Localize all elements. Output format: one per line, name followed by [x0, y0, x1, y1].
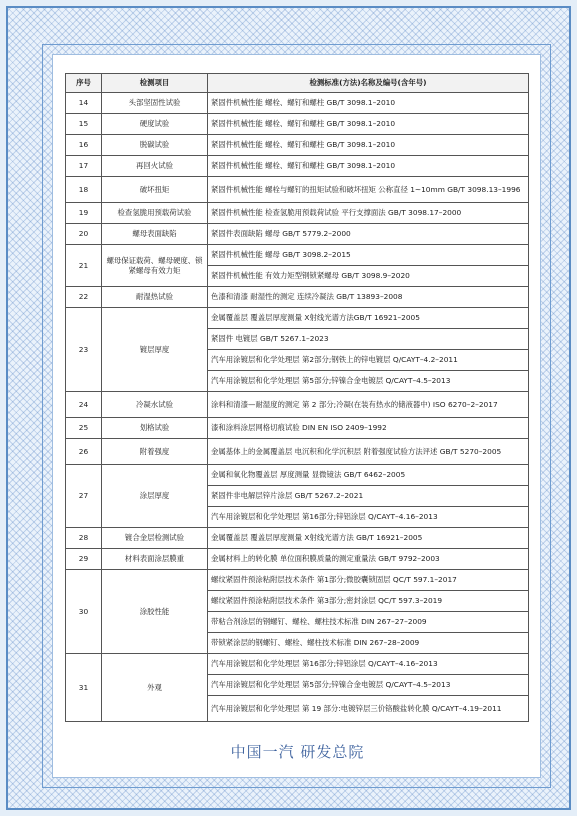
test-item: 外观 — [102, 654, 208, 722]
standard-entry: 汽车用涂镀层和化学处理层 第16部分;锌铝涂层 Q/CAYT–4.16–2013 — [208, 507, 529, 528]
standard-entry: 紧固件机械性能 有效力矩型钢锁紧螺母 GB/T 3098.9–2020 — [208, 266, 529, 287]
decorative-border-frame — [6, 6, 571, 810]
row-number: 20 — [66, 224, 102, 245]
table-row — [66, 308, 529, 329]
standard-entry: 汽车用涂镀层和化学处理层 第16部分;锌铝涂层 Q/CAYT–4.16–2013 — [208, 654, 529, 675]
test-item: 螺母保证载荷、螺母硬度、锁紧螺母有效力矩 — [102, 245, 208, 287]
test-item: 耐湿热试验 — [102, 287, 208, 308]
standard-entry: 紧固件机械性能 螺栓、螺钉和螺柱 GB/T 3098.1–2010 — [208, 93, 529, 114]
test-item: 划格试验 — [102, 418, 208, 439]
test-item: 再回火试验 — [102, 156, 208, 177]
table-row — [66, 93, 529, 114]
standard-entry: 紧固件机械性能 螺栓、螺钉和螺柱 GB/T 3098.1–2010 — [208, 135, 529, 156]
institute-footer-title: 中国一汽 研发总院 — [230, 743, 365, 761]
header-standard: 检测标准(方法)名称及编号(含年号) — [208, 74, 529, 93]
test-item: 涂层厚度 — [102, 465, 208, 528]
row-number: 30 — [66, 570, 102, 654]
standard-entry: 金属覆盖层 覆盖层厚度测量 X射线光谱方法GB/T 16921–2005 — [208, 308, 529, 329]
test-item: 镀合金层检测试验 — [102, 528, 208, 549]
test-item: 硬度试验 — [102, 114, 208, 135]
test-item: 脱碳试验 — [102, 135, 208, 156]
row-number: 26 — [66, 439, 102, 465]
test-item: 破坏扭矩 — [102, 177, 208, 203]
table-body — [66, 93, 529, 722]
test-item: 附着强度 — [102, 439, 208, 465]
standard-entry: 涂料和清漆—耐湿度的测定 第 2 部分;冷凝(在装有热水的储液器中) ISO 6270–2–2017 — [208, 392, 529, 418]
table-row — [66, 135, 529, 156]
test-item: 头部坚固性试验 — [102, 93, 208, 114]
standard-entry: 紧固件表面缺陷 螺母 GB/T 5779.2–2000 — [208, 224, 529, 245]
table-row — [66, 114, 529, 135]
table-row — [66, 654, 529, 675]
table-row — [66, 418, 529, 439]
row-number: 24 — [66, 392, 102, 418]
row-number: 14 — [66, 93, 102, 114]
test-item: 螺母表面缺陷 — [102, 224, 208, 245]
standard-entry: 紧固件机械性能 螺栓、螺钉和螺柱 GB/T 3098.1–2010 — [208, 156, 529, 177]
table-row — [66, 528, 529, 549]
table-header-row — [66, 74, 529, 93]
row-number: 19 — [66, 203, 102, 224]
standards-table-container — [65, 73, 528, 722]
table-row — [66, 203, 529, 224]
standard-entry: 紧固件机械性能 螺母 GB/T 3098.2–2015 — [208, 245, 529, 266]
test-item: 检查氢脆用预载荷试验 — [102, 203, 208, 224]
standard-entry: 紧固件机械性能 检查氢脆用预载荷试验 平行支撑面法 GB/T 3098.17–2000 — [208, 203, 529, 224]
standard-entry: 汽车用涂镀层和化学处理层 第 19 部分:电镀锌层三价铬酸盐转化膜 Q/CAYT–4.19–2011 — [208, 696, 529, 722]
row-number: 16 — [66, 135, 102, 156]
standard-entry: 金属材料上的转化膜 单位面积膜质量的测定重量法 GB/T 9792–2003 — [208, 549, 529, 570]
table-row — [66, 224, 529, 245]
row-number: 17 — [66, 156, 102, 177]
standard-entry: 紧固件机械性能 螺栓与螺钉的扭矩试验和破坏扭矩 公称直径 1~10mm GB/T 3098.13–1996 — [208, 177, 529, 203]
standard-entry: 带粘合剂涂层的钢螺钉、螺栓、螺柱技术标准 DIN 267–27–2009 — [208, 612, 529, 633]
standard-entry: 汽车用涂镀层和化学处理层 第5部分;锌镍合金电镀层 Q/CAYT–4.5–2013 — [208, 371, 529, 392]
table-row — [66, 287, 529, 308]
test-item: 镀层厚度 — [102, 308, 208, 392]
test-item: 涂胶性能 — [102, 570, 208, 654]
row-number: 15 — [66, 114, 102, 135]
test-item: 冷凝水试验 — [102, 392, 208, 418]
table-row — [66, 177, 529, 203]
standard-entry: 带锁紧涂层的钢螺钉、螺栓、螺柱技术标准 DIN 267–28–2009 — [208, 633, 529, 654]
standard-entry: 紧固件 电镀层 GB/T 5267.1–2023 — [208, 329, 529, 350]
row-number: 28 — [66, 528, 102, 549]
row-number: 29 — [66, 549, 102, 570]
table-row — [66, 465, 529, 486]
row-number: 21 — [66, 245, 102, 287]
standard-entry: 螺纹紧固件预涂粘附层技术条件 第1部分;微胶囊锁固层 QC/T 597.1–2017 — [208, 570, 529, 591]
standards-table — [65, 73, 529, 722]
table-row — [66, 156, 529, 177]
standard-entry: 汽车用涂镀层和化学处理层 第2部分;钢铁上的锌电镀层 Q/CAYT–4.2–2011 — [208, 350, 529, 371]
row-number: 25 — [66, 418, 102, 439]
standard-entry: 紧固件非电解层锌片涂层 GB/T 5267.2–2021 — [208, 486, 529, 507]
table-row — [66, 245, 529, 266]
table-row — [66, 570, 529, 591]
standard-entry: 螺纹紧固件预涂粘附层技术条件 第3部分;密封涂层 QC/T 597.3–2019 — [208, 591, 529, 612]
row-number: 22 — [66, 287, 102, 308]
standard-entry: 漆和涂料涂层网格切痕试验 DIN EN ISO 2409–1992 — [208, 418, 529, 439]
row-number: 27 — [66, 465, 102, 528]
row-number: 23 — [66, 308, 102, 392]
standard-entry: 金属和氧化物覆盖层 厚度测量 显微镜法 GB/T 6462–2005 — [208, 465, 529, 486]
standard-entry: 色漆和清漆 耐湿性的测定 连续冷凝法 GB/T 13893–2008 — [208, 287, 529, 308]
standard-entry: 金属覆盖层 覆盖层厚度测量 X射线光谱方法 GB/T 16921–2005 — [208, 528, 529, 549]
standard-entry: 金属基体上的金属覆盖层 电沉积和化学沉积层 附着强度试验方法评述 GB/T 5270–2005 — [208, 439, 529, 465]
standard-entry: 汽车用涂镀层和化学处理层 第5部分;锌镍合金电镀层 Q/CAYT–4.5–2013 — [208, 675, 529, 696]
table-row — [66, 439, 529, 465]
header-item: 检测项目 — [102, 74, 208, 93]
header-no: 序号 — [66, 74, 102, 93]
row-number: 31 — [66, 654, 102, 722]
test-item: 材料表面涂层膜重 — [102, 549, 208, 570]
table-row — [66, 549, 529, 570]
table-row — [66, 392, 529, 418]
document-page — [52, 54, 541, 778]
row-number: 18 — [66, 177, 102, 203]
standard-entry: 紧固件机械性能 螺栓、螺钉和螺柱 GB/T 3098.1–2010 — [208, 114, 529, 135]
